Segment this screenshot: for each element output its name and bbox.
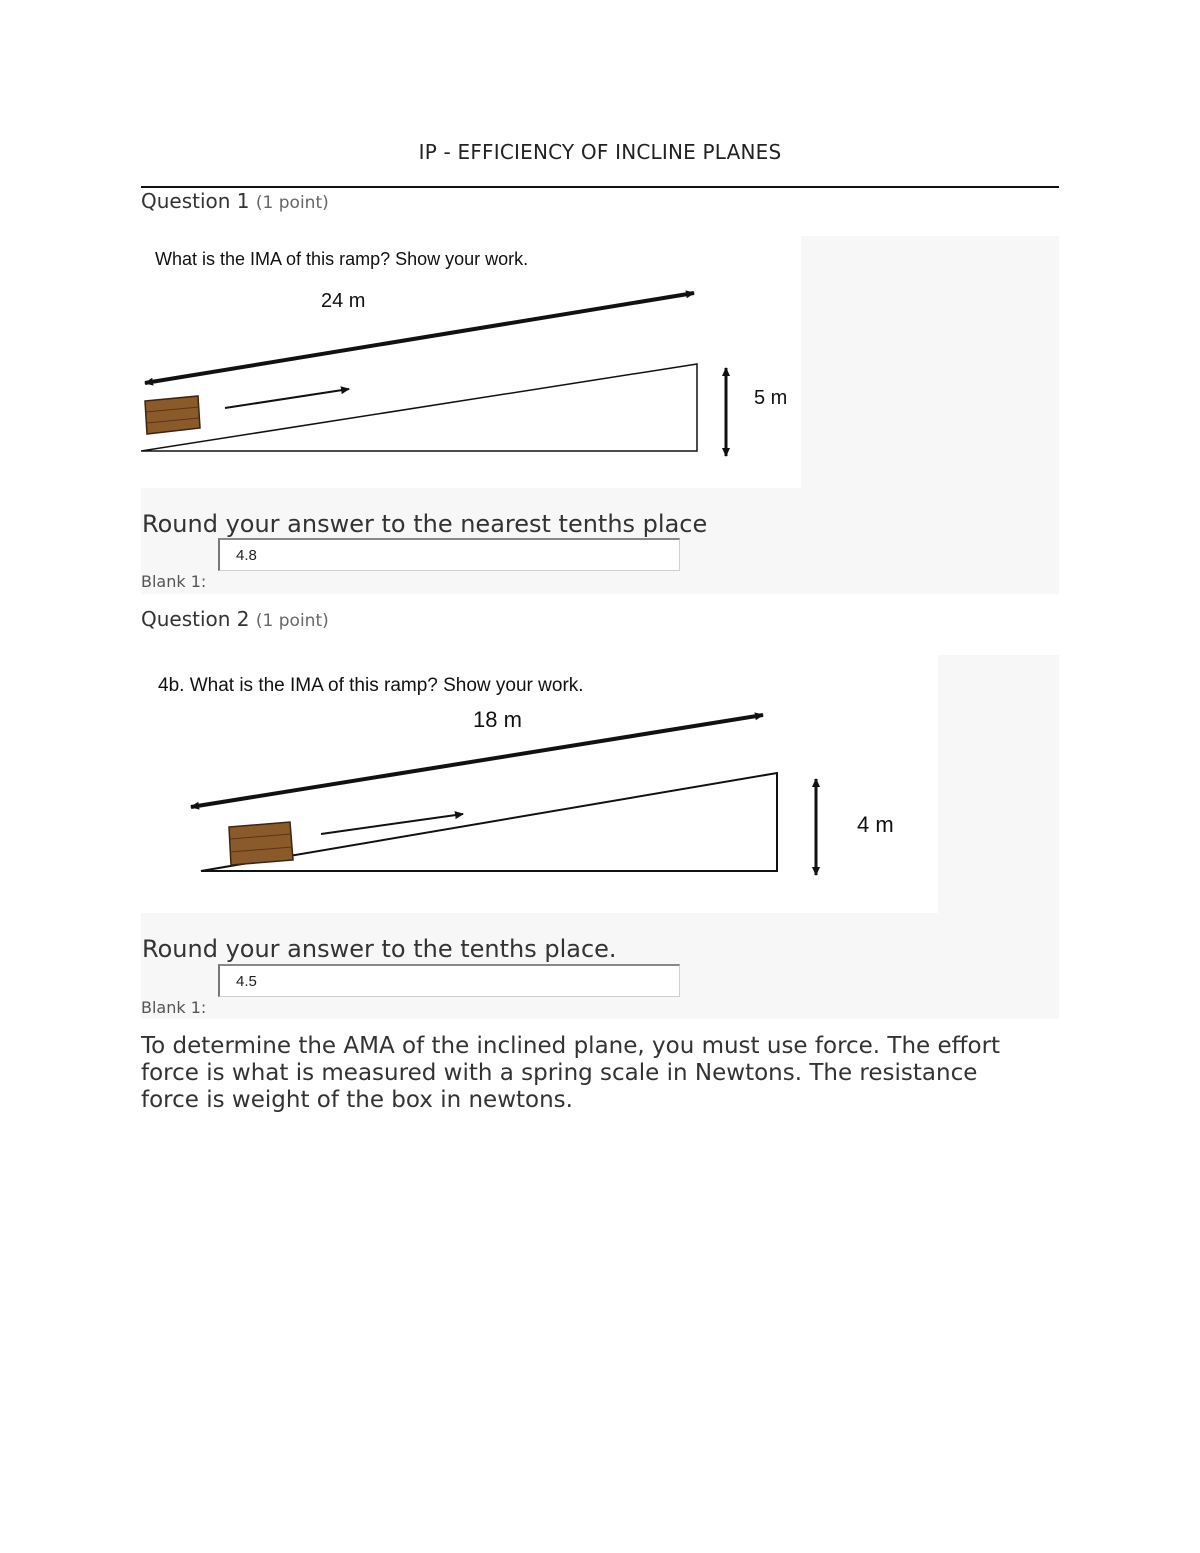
question-1-panel xyxy=(141,236,1059,594)
question-1-blank-label: Blank 1: xyxy=(141,572,207,591)
question-2-prompt: Round your answer to the tenths place. xyxy=(142,935,617,963)
question-2-blank-label: Blank 1: xyxy=(141,998,207,1017)
page-title: IP - EFFICIENCY OF INCLINE PLANES xyxy=(418,140,782,164)
question-2-answer-input[interactable] xyxy=(218,964,680,997)
ama-explanation-text: To determine the AMA of the inclined plane, you must use force. The effort force is what is measured with a spring scale in Newtons. The resistance force is weight of the box in newtons. xyxy=(141,1033,1001,1113)
figure-1-height-label: 5 m xyxy=(754,387,788,409)
question-1-answer-input[interactable] xyxy=(218,538,680,571)
question-1-prompt: Round your answer to the nearest tenths place xyxy=(142,510,708,538)
question-1-title: Question 1 xyxy=(141,189,250,213)
figure-2-question-text: 4b. What is the IMA of this ramp? Show your work. xyxy=(158,675,584,696)
figure-2-length-label: 18 m xyxy=(473,707,522,732)
wooden-box xyxy=(229,822,293,865)
figure-1-length-label: 24 m xyxy=(321,290,366,312)
figure-2-height-label: 4 m xyxy=(857,812,894,837)
ramp-diagram-1 xyxy=(141,236,801,488)
question-1-figure xyxy=(141,236,801,488)
title-divider xyxy=(141,186,1059,188)
question-2-panel xyxy=(141,655,1059,1019)
ramp-diagram-2 xyxy=(141,655,938,913)
question-2-title: Question 2 xyxy=(141,607,250,631)
motion-arrow xyxy=(225,389,349,408)
question-2-figure xyxy=(141,655,938,913)
question-2-header xyxy=(141,607,329,631)
wooden-box xyxy=(145,396,200,434)
ramp-triangle xyxy=(141,364,697,451)
length-arrow xyxy=(145,293,694,383)
question-1-points: (1 point) xyxy=(255,193,329,213)
question-1-header xyxy=(141,189,329,213)
figure-1-question-text: What is the IMA of this ramp? Show your work. xyxy=(155,249,529,269)
question-2-points: (1 point) xyxy=(255,611,329,631)
